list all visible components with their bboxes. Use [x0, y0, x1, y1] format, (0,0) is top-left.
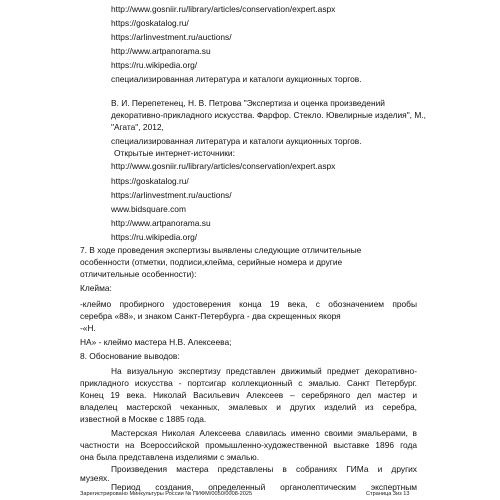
- link-arlinvestment[interactable]: https://arlinvestment.ru/auctions/: [111, 32, 232, 42]
- text-open-sources: Открытые интернет-источники:: [114, 148, 235, 158]
- para-3-line-2: музеях.: [80, 473, 110, 483]
- link-goskatalog-2[interactable]: https://goskatalog.ru/: [111, 176, 189, 186]
- page-number: Страница 3из 13: [366, 491, 410, 497]
- literature-line-2: декоративно-прикладного искусства. Фарфор. Стекло. Ювелирные изделия", М.,: [111, 110, 426, 120]
- section-7-line-2: особенности (отметки, подписи,клейма, серийные номера и другие: [80, 257, 343, 267]
- link-artpanorama[interactable]: http://www.artpanorama.su: [111, 46, 211, 56]
- text-literature-note-2: специализированная литература и каталоги аукционных торгов.: [111, 136, 362, 146]
- link-gosniir[interactable]: http://www.gosniir.ru/library/articles/conservation/expert.aspx: [111, 4, 336, 14]
- link-wikipedia-2[interactable]: https://ru.wikipedia.org/: [111, 232, 198, 242]
- mark-2-line-2: НА» - клеймо мастера Н.В. Алексеева;: [80, 337, 232, 347]
- para-3-line-1: Произведения мастера представлены в собраниях ГИМа и других: [111, 464, 417, 474]
- mark-1-line-1: -клеймо пробирного удостоверения конца 19 века, с обозначением пробы: [80, 299, 417, 309]
- link-goskatalog[interactable]: https://goskatalog.ru/: [111, 18, 189, 28]
- text-literature-note: специализированная литература и каталоги аукционных торгов.: [111, 74, 362, 84]
- para-1-line-2: прикладного искусства - портсигар коллекционный с эмалью. Санкт Петербург.: [80, 378, 417, 388]
- link-gosniir-2[interactable]: http://www.gosniir.ru/library/articles/conservation/expert.aspx: [111, 161, 336, 171]
- link-bidsquare[interactable]: www.bidsquare.com: [111, 204, 186, 214]
- para-4-line-1: Период создания, определенный органолептическим экспертным: [111, 482, 417, 492]
- section-7-line-3: отличительные особенности):: [80, 269, 197, 279]
- para-1-line-3: Конец 19 века. Николай Васильевич Алексеев – серебряного дел мастер и: [80, 390, 417, 400]
- marks-label: Клейма:: [80, 283, 112, 293]
- literature-line-1: В. И. Перепетенец, Н. В. Петрова "Экспертиза и оценка произведений: [111, 98, 385, 108]
- literature-line-3: "Агата", 2012,: [111, 122, 164, 132]
- para-2-line-1: Мастерская Николая Алексеева славилась именно своими эмальерами, в: [111, 428, 417, 438]
- link-wikipedia[interactable]: https://ru.wikipedia.org/: [111, 60, 198, 70]
- para-1-line-4: владелец мастерской чеканных, эмалевых и других изделий из серебра,: [80, 402, 417, 412]
- section-7-line-1: 7. В ходе проведения экспертизы выявлены следующие отличительные: [80, 245, 362, 255]
- mark-2-line-1: -«Н.: [80, 323, 96, 333]
- para-2-line-2: частности на Всероссийской промышленно-художественной выставке 1896 года: [80, 440, 417, 450]
- link-artpanorama-2[interactable]: http://www.artpanorama.su: [111, 218, 211, 228]
- section-8-heading: 8. Обоснование выводов:: [80, 351, 180, 361]
- link-arlinvestment-2[interactable]: https://arlinvestment.ru/auctions/: [111, 190, 232, 200]
- para-1-line-5: известной в Москве с 1885 года.: [80, 414, 207, 424]
- mark-1-line-2: серебра «88», и знаком Санкт-Петербурга - два скрещенных якоря: [80, 311, 341, 321]
- footer-registration: Зарегистрировано Минкультуры России № ПИФМ/0050/0008-2025: [80, 491, 253, 497]
- para-1-line-1: На визуальную экспертизу представлен движимый предмет декоративно-: [111, 366, 417, 376]
- para-2-line-3: она была представлена изделиями с эмалью.: [80, 452, 260, 462]
